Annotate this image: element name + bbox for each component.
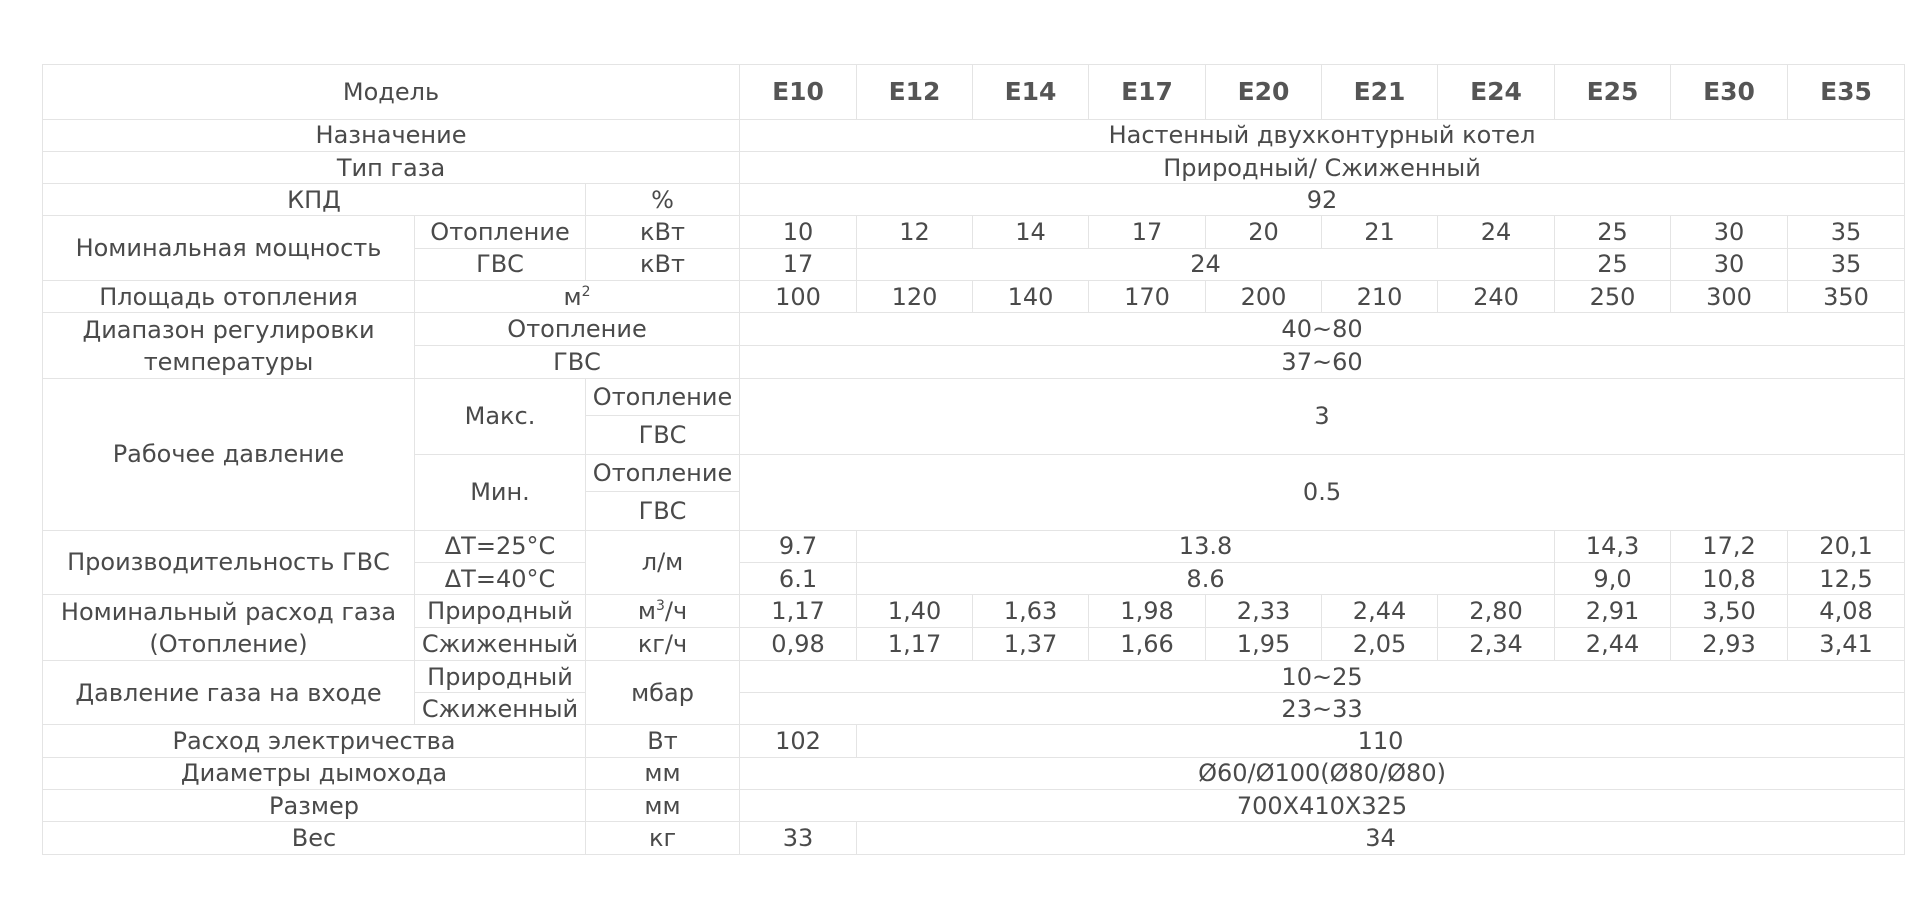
label-heating-area: Площадь отопления <box>43 281 415 313</box>
model-e35: E35 <box>1788 65 1905 120</box>
value-cell: 2,80 <box>1438 595 1555 628</box>
unit-kg: кг <box>586 822 740 855</box>
unit-mm: мм <box>586 790 740 822</box>
value-cell: 2,93 <box>1671 628 1788 661</box>
label-efficiency: КПД <box>43 184 586 216</box>
model-e12: E12 <box>857 65 973 120</box>
value-efficiency: 92 <box>740 184 1905 216</box>
value-cell: 2,05 <box>1322 628 1438 661</box>
unit-m2-base: м <box>563 282 582 311</box>
value-cell: 3,41 <box>1788 628 1905 661</box>
row-electricity <box>43 725 1905 757</box>
value-cell: 1,63 <box>973 595 1089 628</box>
value-purpose: Настенный двухконтурный котел <box>740 119 1905 151</box>
label-max: Макс. <box>415 379 586 455</box>
value-cell: 13.8 <box>857 530 1555 562</box>
value-cell: 140 <box>973 281 1089 313</box>
unit-percent: % <box>586 184 740 216</box>
value-cell: 12,5 <box>1788 562 1905 594</box>
label-working-pressure: Рабочее давление <box>43 379 415 531</box>
label-dhw: ГВС <box>586 492 740 530</box>
spec-table <box>42 64 1905 855</box>
model-e24: E24 <box>1438 65 1555 120</box>
label-dt40: ΔT=40°C <box>415 562 586 594</box>
value-cell: 2,34 <box>1438 628 1555 661</box>
value-cell: 9.7 <box>740 530 857 562</box>
value-cell: 0,98 <box>740 628 857 661</box>
row-efficiency <box>43 184 1905 216</box>
value-cell: 210 <box>1322 281 1438 313</box>
value-cell: 2,91 <box>1555 595 1671 628</box>
row-purpose <box>43 119 1905 151</box>
row-inlet-natural <box>43 660 1905 692</box>
label-dt25: ΔT=25°C <box>415 530 586 562</box>
value-cell: 120 <box>857 281 973 313</box>
value-cell: 300 <box>1671 281 1788 313</box>
label-nominal-power: Номинальная мощность <box>43 216 415 281</box>
value-cell: 33 <box>740 822 857 855</box>
unit-m2-sup: 2 <box>581 283 591 300</box>
row-pressure-max-heating <box>43 379 1905 416</box>
value-pressure-min: 0.5 <box>740 454 1905 530</box>
unit-watt: Вт <box>586 725 740 757</box>
value-cell: 17 <box>740 248 857 280</box>
value-temp-heating: 40~80 <box>740 313 1905 346</box>
label-dhw: ГВС <box>415 346 740 379</box>
value-cell: 35 <box>1788 216 1905 248</box>
value-cell: 350 <box>1788 281 1905 313</box>
value-inlet-natural: 10~25 <box>740 660 1905 692</box>
value-cell: 34 <box>857 822 1905 855</box>
value-cell: 20,1 <box>1788 530 1905 562</box>
row-dhw-dt25 <box>43 530 1905 562</box>
unit-m3h-tail: /ч <box>664 597 688 626</box>
row-gas-type <box>43 151 1905 183</box>
label-dhw: ГВС <box>415 248 586 280</box>
value-cell: 21 <box>1322 216 1438 248</box>
value-cell: 1,37 <box>973 628 1089 661</box>
value-cell: 1,17 <box>740 595 857 628</box>
label-lpg: Сжиженный <box>415 628 586 661</box>
value-cell: 12 <box>857 216 973 248</box>
value-cell: 8.6 <box>857 562 1555 594</box>
row-gas-natural <box>43 595 1905 628</box>
value-cell: 30 <box>1671 248 1788 280</box>
value-cell: 24 <box>857 248 1555 280</box>
value-cell: 6.1 <box>740 562 857 594</box>
value-cell: 170 <box>1089 281 1206 313</box>
value-cell: 1,17 <box>857 628 973 661</box>
value-cell: 2,44 <box>1322 595 1438 628</box>
label-lpg: Сжиженный <box>415 693 586 725</box>
value-cell: 9,0 <box>1555 562 1671 594</box>
unit-m2 <box>415 281 740 313</box>
label-heating: Отопление <box>415 313 740 346</box>
value-cell: 17,2 <box>1671 530 1788 562</box>
unit-kw: кВт <box>586 216 740 248</box>
row-flue <box>43 757 1905 789</box>
row-weight <box>43 822 1905 855</box>
row-model <box>43 65 1905 120</box>
model-e25: E25 <box>1555 65 1671 120</box>
value-temp-dhw: 37~60 <box>740 346 1905 379</box>
value-inlet-lpg: 23~33 <box>740 693 1905 725</box>
unit-mbar: мбар <box>586 660 740 725</box>
label-electricity: Расход электричества <box>43 725 586 757</box>
unit-mm: мм <box>586 757 740 789</box>
value-cell: 200 <box>1206 281 1322 313</box>
value-cell: 1,40 <box>857 595 973 628</box>
unit-m3h <box>586 595 740 628</box>
value-cell: 35 <box>1788 248 1905 280</box>
label-min: Мин. <box>415 454 586 530</box>
value-cell: 30 <box>1671 216 1788 248</box>
model-e30: E30 <box>1671 65 1788 120</box>
value-cell: 4,08 <box>1788 595 1905 628</box>
value-cell: 102 <box>740 725 857 757</box>
unit-m3h-sup: 3 <box>655 598 665 615</box>
value-gas-type: Природный/ Сжиженный <box>740 151 1905 183</box>
model-e14: E14 <box>973 65 1089 120</box>
label-dhw-capacity: Производительность ГВС <box>43 530 415 595</box>
row-temp-heating <box>43 313 1905 346</box>
value-flue: Ø60/Ø100(Ø80/Ø80) <box>740 757 1905 789</box>
model-e17: E17 <box>1089 65 1206 120</box>
value-cell: 1,66 <box>1089 628 1206 661</box>
unit-kgh: кг/ч <box>586 628 740 661</box>
label-flue-diameters: Диаметры дымохода <box>43 757 586 789</box>
value-cell: 3,50 <box>1671 595 1788 628</box>
value-cell: 240 <box>1438 281 1555 313</box>
label-heating: Отопление <box>586 454 740 491</box>
label-purpose: Назначение <box>43 119 740 151</box>
value-cell: 100 <box>740 281 857 313</box>
value-cell: 10 <box>740 216 857 248</box>
unit-m3h-base: м <box>637 597 656 626</box>
value-cell: 24 <box>1438 216 1555 248</box>
label-model: Модель <box>43 65 740 120</box>
value-cell: 1,98 <box>1089 595 1206 628</box>
value-cell: 110 <box>857 725 1905 757</box>
value-cell: 20 <box>1206 216 1322 248</box>
value-cell: 25 <box>1555 248 1671 280</box>
value-cell: 10,8 <box>1671 562 1788 594</box>
label-natural: Природный <box>415 660 586 692</box>
label-natural: Природный <box>415 595 586 628</box>
label-dhw: ГВС <box>586 416 740 454</box>
label-heating: Отопление <box>586 379 740 416</box>
label-temp-range: Диапазон регулировки температуры <box>43 313 415 379</box>
value-cell: 25 <box>1555 216 1671 248</box>
unit-lpm: л/м <box>586 530 740 595</box>
label-weight: Вес <box>43 822 586 855</box>
value-size: 700X410X325 <box>740 790 1905 822</box>
value-cell: 250 <box>1555 281 1671 313</box>
value-cell: 17 <box>1089 216 1206 248</box>
label-size: Размер <box>43 790 586 822</box>
row-power-heating <box>43 216 1905 248</box>
value-cell: 2,44 <box>1555 628 1671 661</box>
value-pressure-max: 3 <box>740 379 1905 455</box>
label-gas-consumption: Номинальный расход газа (Отопление) <box>43 595 415 661</box>
row-heating-area <box>43 281 1905 313</box>
label-gas-type: Тип газа <box>43 151 740 183</box>
model-e20: E20 <box>1206 65 1322 120</box>
value-cell: 2,33 <box>1206 595 1322 628</box>
label-heating: Отопление <box>415 216 586 248</box>
label-inlet-pressure: Давление газа на входе <box>43 660 415 725</box>
value-cell: 14 <box>973 216 1089 248</box>
row-size <box>43 790 1905 822</box>
model-e21: E21 <box>1322 65 1438 120</box>
unit-kw: кВт <box>586 248 740 280</box>
value-cell: 1,95 <box>1206 628 1322 661</box>
model-e10: E10 <box>740 65 857 120</box>
value-cell: 14,3 <box>1555 530 1671 562</box>
